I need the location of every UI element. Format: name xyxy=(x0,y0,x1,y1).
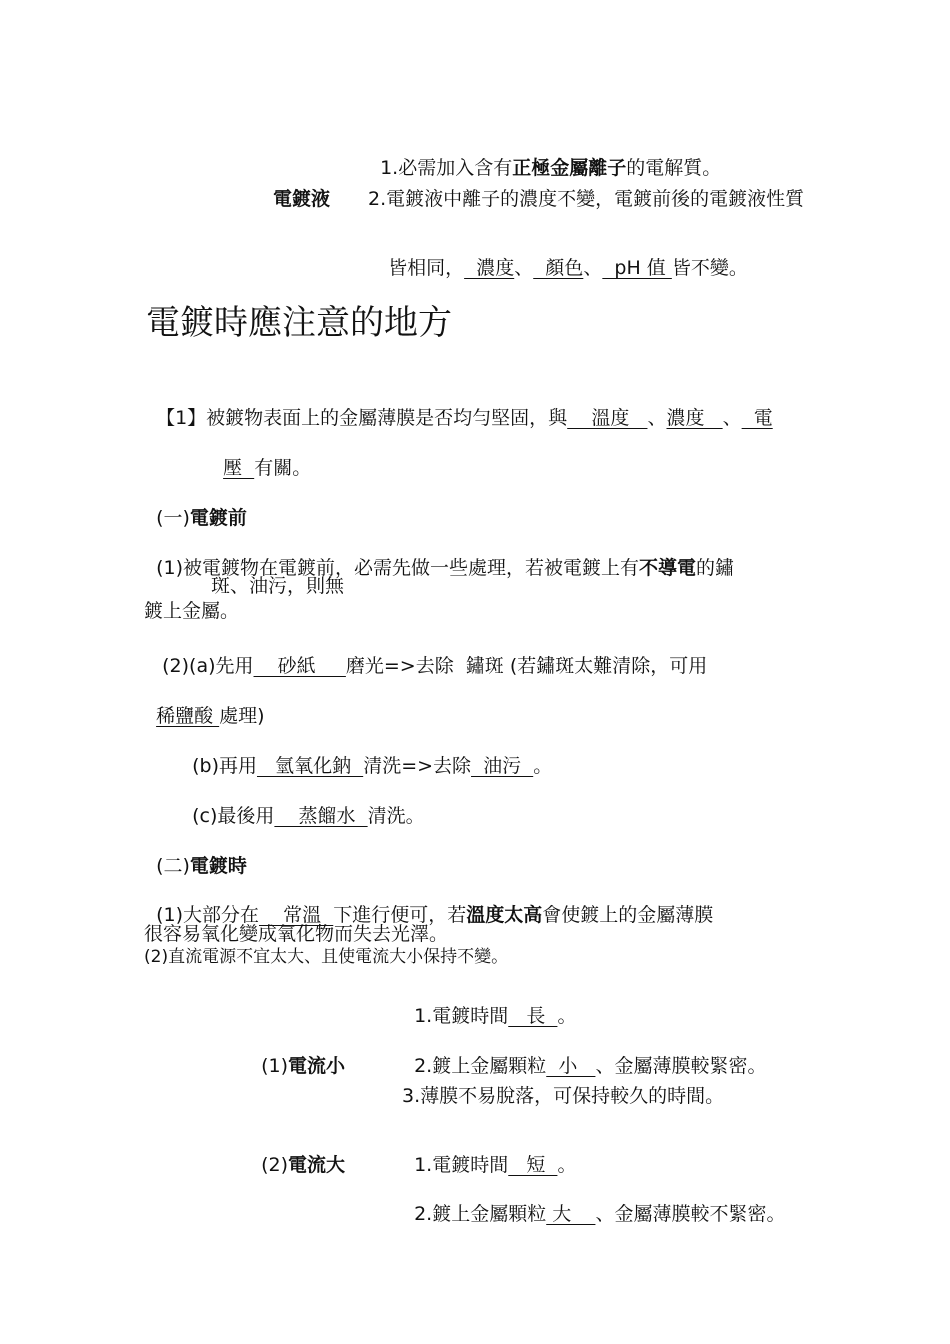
text: 下進行便可，若 xyxy=(333,904,467,926)
paragraph-5-cont: 很容易氧化變成氧化物而失去光澤。 xyxy=(144,923,449,945)
current-large-label xyxy=(249,1137,345,1175)
text: 的鏽 xyxy=(696,557,735,579)
blank-answer: 蒸餾水 xyxy=(274,805,368,827)
text: 1.必需加入含有 xyxy=(380,157,513,179)
paragraph-5 xyxy=(144,887,713,925)
blank-answer: 長 xyxy=(508,1005,558,1027)
text: (一) xyxy=(156,507,190,529)
text: 有關。 xyxy=(254,457,312,479)
text: 皆相同， xyxy=(388,257,465,279)
text: 、 xyxy=(647,407,667,429)
paragraph-1-cont2: 鍍上金屬。 xyxy=(144,600,240,622)
current-large-item-1 xyxy=(402,1137,576,1175)
subsection-title-during xyxy=(144,838,247,876)
text: (1) xyxy=(261,1055,289,1077)
blank-answer: 大 xyxy=(546,1203,596,1225)
text: 、 xyxy=(514,257,534,279)
text: (2)(a)先用 xyxy=(156,655,254,677)
text: 處理) xyxy=(219,705,265,727)
text: 2.鍍上金屬顆粒 xyxy=(414,1055,547,1077)
blank-answer: 氫氧化鈉 xyxy=(256,755,364,777)
paragraph-2-cont xyxy=(144,688,265,726)
current-small-item-3: 3.薄膜不易脫落，可保持較久的時間。 xyxy=(402,1085,725,1107)
text: 。 xyxy=(533,755,553,777)
emphasis: 不導電 xyxy=(639,557,697,579)
emphasis: 正極金屬離子 xyxy=(512,157,627,179)
paragraph-3 xyxy=(180,738,552,776)
blank-answer: pH 值 xyxy=(602,257,672,279)
solution-item-2: 2.電鍍液中離子的濃度不變，電鍍前後的電鍍液性質 xyxy=(368,188,805,210)
question-1-cont xyxy=(211,440,311,478)
text: (b)再用 xyxy=(192,755,257,777)
current-small-label xyxy=(249,1038,345,1076)
current-large-item-2 xyxy=(402,1186,785,1224)
blank-answer: 常溫 xyxy=(259,904,334,926)
solution-item-2-cont xyxy=(376,240,748,278)
section-heading: 電鍍時應注意的地方 xyxy=(146,303,452,343)
solution-item-1 xyxy=(368,140,721,178)
blank-answer: 電 xyxy=(741,407,773,429)
blank-answer: 顏色 xyxy=(533,257,584,279)
text: (2) xyxy=(261,1154,289,1176)
blank-answer: 稀鹽酸 xyxy=(156,705,220,727)
text: 、 xyxy=(722,407,742,429)
text: 。 xyxy=(557,1154,577,1176)
current-small-item-2 xyxy=(402,1038,766,1076)
text: 。 xyxy=(557,1005,577,1027)
question-1 xyxy=(144,390,773,428)
blank-answer: 小 xyxy=(546,1055,596,1077)
current-small-item-1 xyxy=(402,988,576,1026)
text: 、金屬薄膜較不緊密。 xyxy=(595,1203,786,1225)
paragraph-4 xyxy=(180,788,425,826)
paragraph-1 xyxy=(144,540,734,578)
paragraph-6: (2)直流電源不宜太大、且使電流大小保持不變。 xyxy=(144,947,509,967)
text: 、 xyxy=(583,257,603,279)
text: 的電解質。 xyxy=(626,157,722,179)
text: 磨光=>去除 鏽斑 (若鏽斑太難清除，可用 xyxy=(345,655,708,677)
emphasis: 電鍍前 xyxy=(189,507,247,529)
text: 、金屬薄膜較緊密。 xyxy=(595,1055,767,1077)
text: 2.鍍上金屬顆粒 xyxy=(414,1203,547,1225)
blank-answer: 砂紙 xyxy=(253,655,346,677)
paragraph-2 xyxy=(144,638,707,676)
text: 1.電鍍時間 xyxy=(414,1154,509,1176)
text: 會使鍍上的金屬薄膜 xyxy=(542,904,714,926)
subsection-title-before xyxy=(144,490,247,528)
text: 【1】被鍍物表面上的金屬薄膜是否均勻堅固，與 xyxy=(156,407,568,429)
emphasis: 電鍍時 xyxy=(189,855,247,877)
text: 1.電鍍時間 xyxy=(414,1005,509,1027)
text: 皆不變。 xyxy=(671,257,748,279)
blank-answer: 油污 xyxy=(471,755,534,777)
blank-answer: 短 xyxy=(508,1154,558,1176)
emphasis: 電流大 xyxy=(288,1154,346,1176)
text: (1)大部分在 xyxy=(156,904,260,926)
blank-answer: 壓 xyxy=(223,457,255,479)
emphasis: 溫度太高 xyxy=(466,904,543,926)
text: (c)最後用 xyxy=(192,805,275,827)
blank-answer: 溫度 xyxy=(567,407,648,429)
blank-answer: 濃度 xyxy=(464,257,515,279)
text: 清洗。 xyxy=(367,805,425,827)
solution-label: 電鍍液 xyxy=(273,188,331,210)
text: (二) xyxy=(156,855,190,877)
blank-answer: 濃度 xyxy=(666,407,723,429)
emphasis: 電流小 xyxy=(288,1055,346,1077)
text: 清洗=>去除 xyxy=(363,755,472,777)
text: (1)被電鍍物在電鍍前，必需先做一些處理，若被電鍍上有 xyxy=(156,557,640,579)
paragraph-1-cont: 斑、油污，則無 xyxy=(211,575,345,597)
